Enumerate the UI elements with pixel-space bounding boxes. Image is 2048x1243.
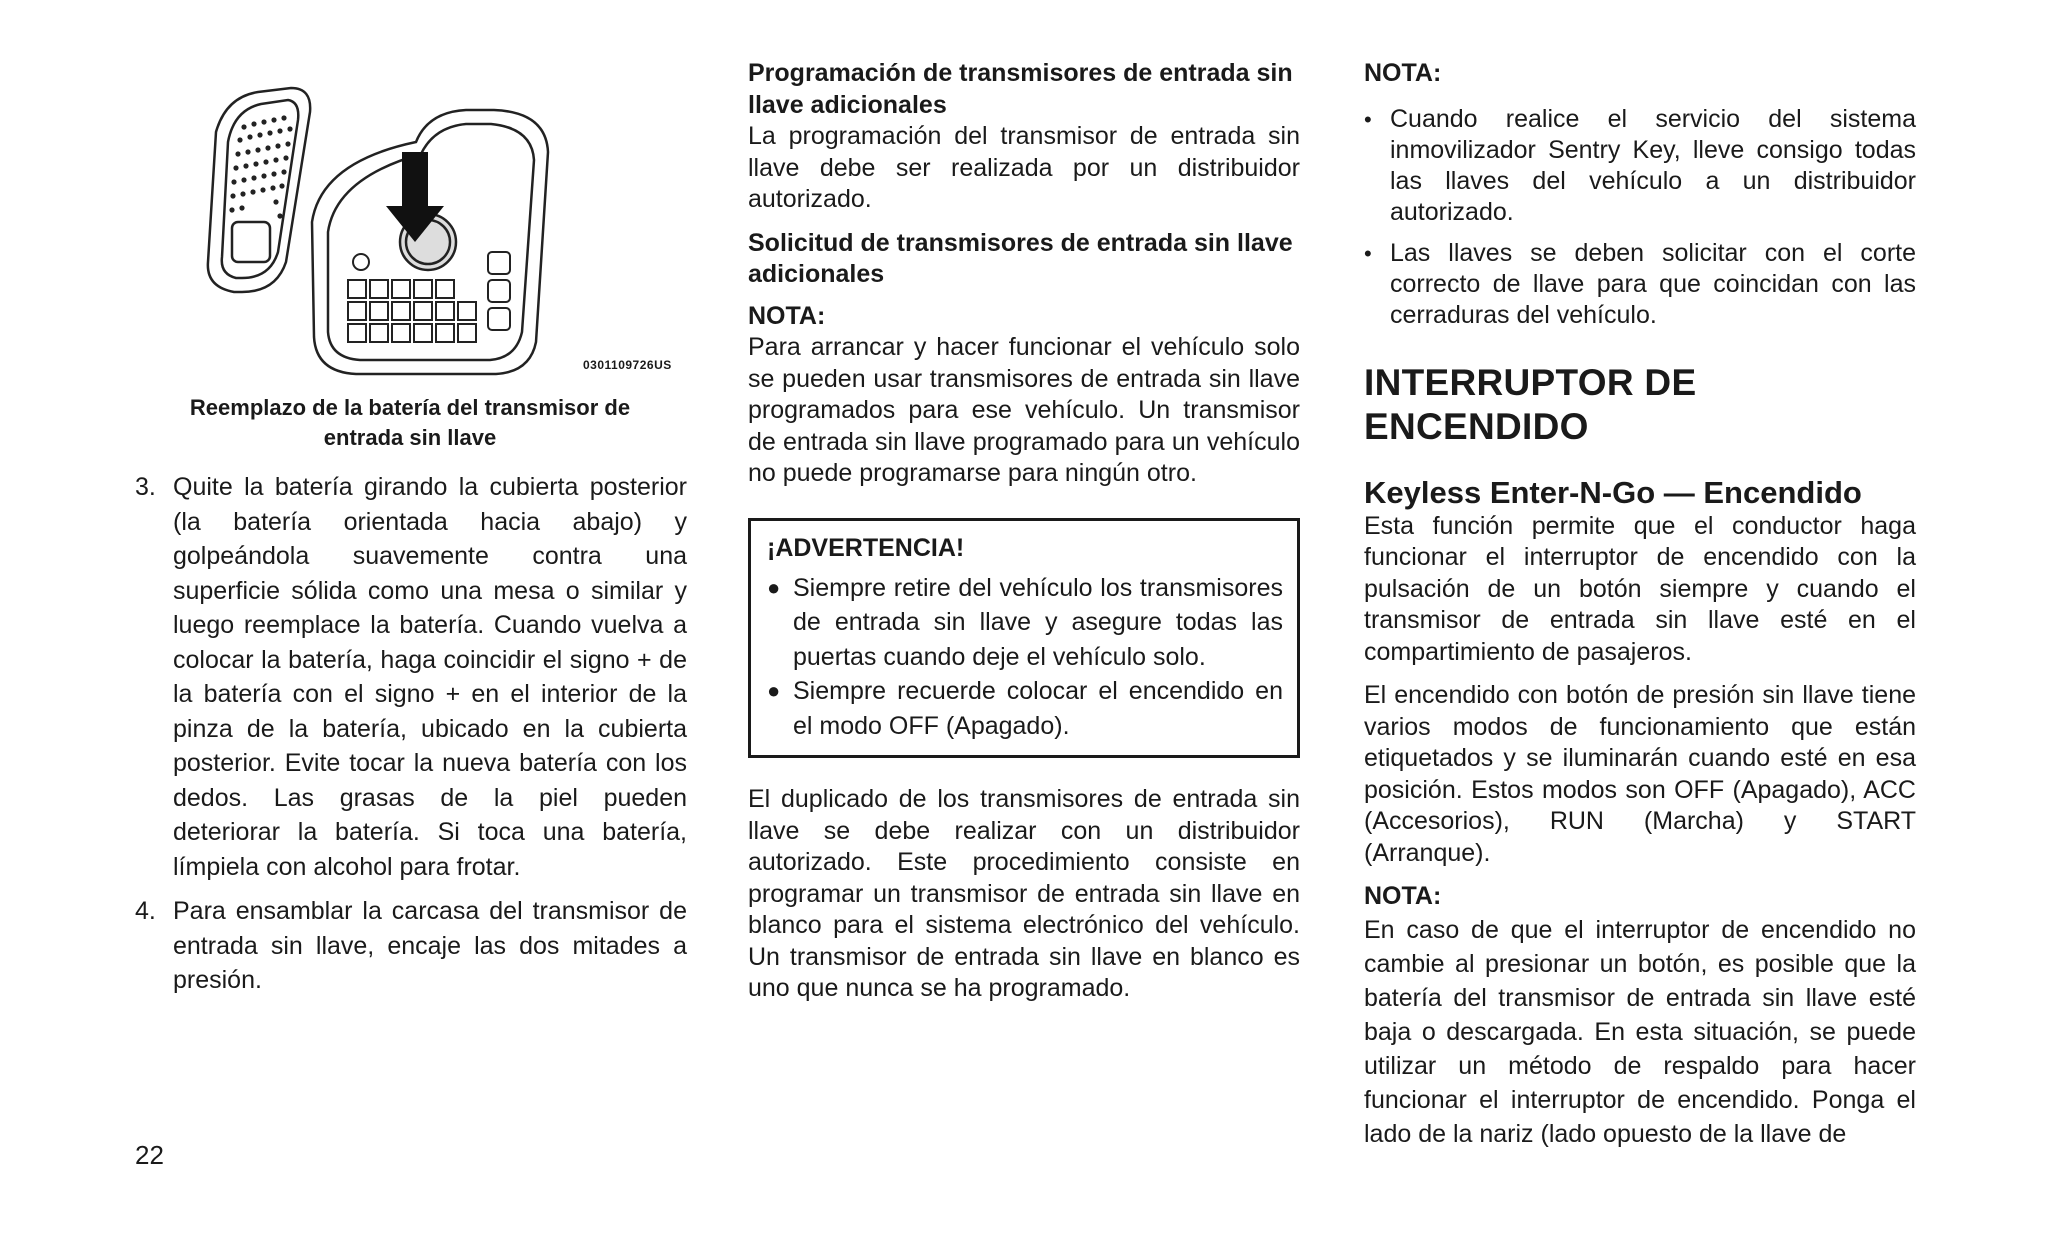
paragraph: En caso de que el interruptor de encendido no cambie al presionar un botón, es posible que la batería del transmisor de entrada sin llave esté baja o descargada. En esta situación, se puede utilizar un método de respaldo para hacer funcionar el interruptor de encendido. Ponga el lado de la nariz (lado opuesto de la llave de xyxy=(1364,915,1916,1148)
bullet-text: Siempre recuerde colocar el encendido en el modo OFF (Apagado). xyxy=(793,677,1283,740)
step-number: 4. xyxy=(135,897,156,925)
bullet-icon: ● xyxy=(767,678,781,703)
step-item xyxy=(135,470,687,884)
bullet-text: Cuando realice el servicio del sistema inmovilizador Sentry Key, lleve consigo todas las llaves del vehículo a un distribuidor autorizado. xyxy=(1390,104,1916,226)
column-middle xyxy=(748,58,1300,1005)
section-title: INTERRUPTOR DE ENCENDIDO xyxy=(1364,361,1697,447)
paragraph: Esta función permite que el conductor haga funcionar el interruptor de encendido con la pulsación de un botón siempre y cuando el transmisor de entrada sin llave esté en el compartimiento de pasajeros. xyxy=(1364,511,1916,666)
figure-code: 0301109726US xyxy=(583,358,672,372)
step-number: 3. xyxy=(135,473,156,501)
bullet-icon: ● xyxy=(767,574,781,600)
bullet-icon: • xyxy=(1364,106,1372,132)
step-text: Para ensamblar la carcasa del transmisor de entrada sin llave, encaje las dos mitades a presión. xyxy=(173,897,687,994)
note-bullet xyxy=(1364,238,1916,331)
fob-back-cover-illustration xyxy=(208,88,310,292)
bullet-icon: • xyxy=(1364,240,1372,266)
warning-bullet xyxy=(767,674,1283,743)
note-label: NOTA: xyxy=(1364,882,1442,910)
bullet-text: Las llaves se deben solicitar con el corte correcto de llave para que coincidan con las cerraduras del vehículo. xyxy=(1390,238,1916,329)
section-heading: Programación de transmisores de entrada sin llave adicionales xyxy=(748,59,1293,119)
note-bullet xyxy=(1364,104,1916,228)
warning-bullet xyxy=(767,571,1283,675)
procedure-steps xyxy=(135,470,687,1008)
note-label: NOTA: xyxy=(748,301,826,330)
column-right xyxy=(1364,58,1916,1151)
page-number: 22 xyxy=(135,1140,164,1170)
section-heading: Solicitud de transmisores de entrada sin llave adicionales xyxy=(748,228,1293,288)
paragraph: Para arrancar y hacer funcionar el vehículo solo se pueden usar transmisores de entrada sin llave programados para ese vehículo. Un transmisor de entrada sin llave programado para un vehículo no puede programarse para ningún otro. xyxy=(748,333,1300,487)
step-item xyxy=(135,894,687,998)
key-fob-battery-illustration xyxy=(116,82,690,382)
warning-title: ¡ADVERTENCIA! xyxy=(767,533,965,562)
figure-caption: Reemplazo de la batería del transmisor de entrada sin llave xyxy=(189,395,631,450)
paragraph: El duplicado de los transmisores de entrada sin llave se debe realizar con un distribuidor autorizado. Este procedimiento consiste en programar un transmisor de entrada sin llave en blanco para el sistema electrónico del vehículo. Un transmisor de entrada sin llave en blanco es uno que nunca se ha programado. xyxy=(748,785,1300,1002)
step-text: Quite la batería girando la cubierta posterior (la batería orientada hacia abajo) y golpeándola suavemente contra una superficie sólida como una mesa o similar y luego reemplace la batería. Cuando vuelva a colocar la batería, haga coincidir el signo + de la batería con el signo + en el interior de la pinza de la batería, ubicado en la cubierta posterior. Evite tocar la nueva batería con los dedos. Las grasas de la piel pueden deteriorar la batería. Si toca una batería, límpiela con alcohol para frotar. xyxy=(173,473,687,881)
warning-box xyxy=(748,518,1300,759)
bullet-text: Siempre retire del vehículo los transmisores de entrada sin llave y asegure todas las puertas cuando deje el vehículo solo. xyxy=(793,573,1283,671)
note-label: NOTA: xyxy=(1364,59,1442,87)
paragraph: El encendido con botón de presión sin llave tiene varios modos de funcionamiento que están etiquetados y se iluminarán cuando esté en esa posición. Estos modos son OFF (Apagado), ACC (Accesorios), RUN (Marcha) y START (Arranque). xyxy=(1364,681,1916,867)
paragraph: La programación del transmisor de entrada sin llave debe ser realizada por un distribuidor autorizado. xyxy=(748,122,1300,213)
subsection-title: Keyless Enter-N-Go — Encendido xyxy=(1364,474,1862,510)
